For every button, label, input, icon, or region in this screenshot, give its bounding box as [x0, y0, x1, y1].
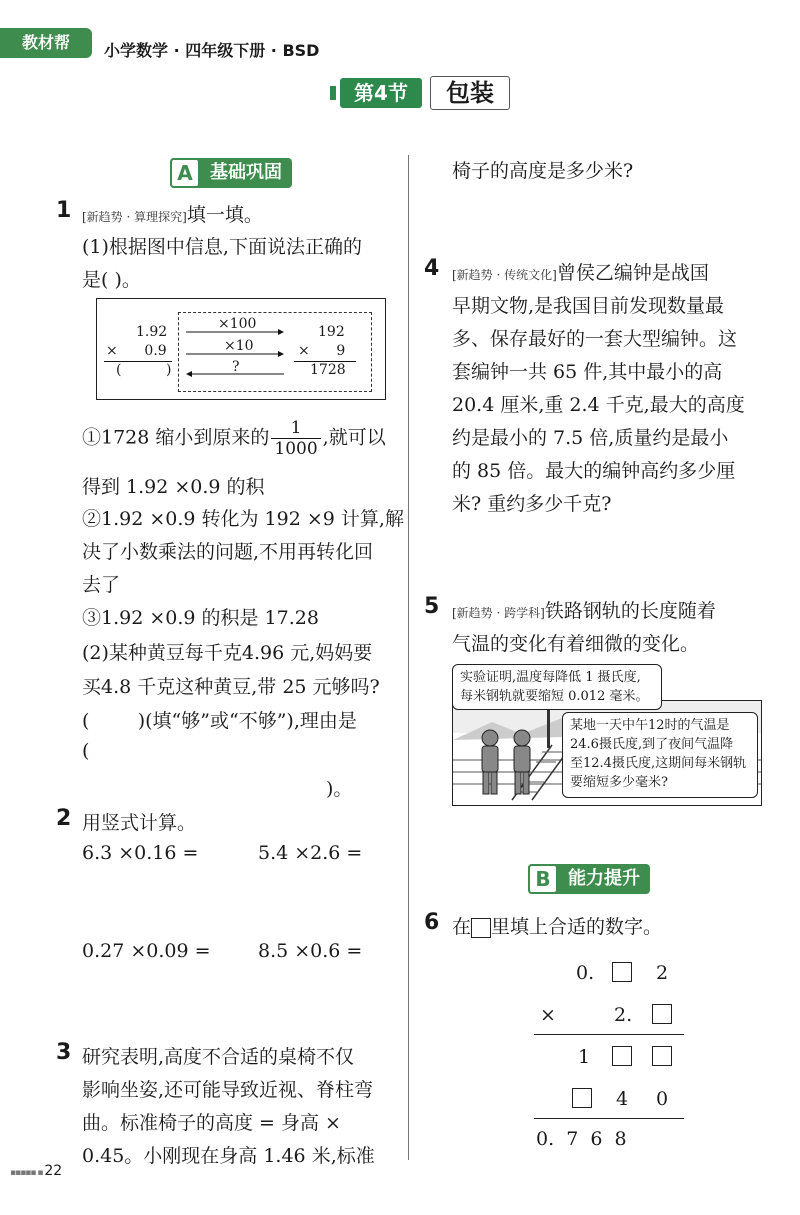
diagram-left-mid: × 0.9	[106, 343, 167, 359]
question-number: 2	[56, 806, 72, 831]
brand-logo: 教材帮	[0, 28, 92, 58]
q1-part-2: 买4.8 千克这种黄豆,带 25 元够吗?	[82, 676, 380, 698]
blank-box[interactable]	[652, 1046, 672, 1066]
q5-text: 气温的变化有着细微的变化。	[452, 633, 700, 655]
q3-text: 曲。标准椅子的高度 = 身高 ×	[82, 1112, 341, 1134]
badge-a-label: 基础巩固	[210, 162, 282, 183]
q4-text: 20.4 厘米,重 2.4 千克,最大的高度	[452, 394, 745, 416]
diagram-left-top: 1.92	[136, 324, 168, 340]
bubble-text: 某地一天中午12时的气温是	[570, 718, 730, 733]
q2-expression: 5.4 ×2.6 =	[258, 842, 363, 864]
bubble-text: 实验证明,温度每降低 1 摄氏度,	[460, 670, 641, 685]
bubble-text: 24.6摄氏度,到了夜间气温降	[570, 737, 734, 752]
blank-box[interactable]	[612, 962, 632, 982]
q1-heading	[82, 200, 263, 227]
question-number: 3	[56, 1040, 72, 1065]
fraction	[271, 418, 320, 459]
q1-text: 是( )。	[82, 269, 141, 291]
q4-heading	[452, 258, 709, 285]
q1-option-1	[82, 418, 386, 459]
arrow-label: ?	[232, 359, 240, 375]
q4-tag: [新趋势 · 传统文化]	[452, 268, 557, 282]
q6-digit: 4	[616, 1088, 629, 1110]
q6-rule	[534, 1034, 684, 1035]
badge-advanced	[528, 864, 650, 894]
page-number	[10, 1163, 62, 1179]
diagram-left-answer: ( )	[116, 362, 172, 378]
column-divider	[408, 155, 409, 1160]
q6-operator: ×	[540, 1004, 556, 1026]
diagram-right-answer: 1728	[310, 362, 346, 378]
fraction-numerator: 1	[271, 418, 320, 439]
badge-basic	[170, 158, 292, 188]
q2-expression: 0.27 ×0.09 =	[82, 940, 211, 962]
q5-text: 铁路钢轨的长度随着	[544, 600, 716, 622]
q1-option-3: ③1.92 ×0.9 的积是 17.28	[82, 607, 319, 629]
arrow-label: ×10	[224, 338, 254, 354]
q6-digit: 0	[656, 1088, 669, 1110]
speech-bubble	[562, 712, 758, 798]
q3-text-cont: 椅子的高度是多少米?	[452, 160, 634, 182]
q5-heading	[452, 596, 716, 623]
q1-part-2: (	[82, 740, 90, 762]
badge-a-letter: A	[170, 158, 200, 188]
page-deco: ▪▪▪▪▪ ▪	[10, 1168, 45, 1178]
badge-b-letter: B	[528, 864, 558, 894]
q1-option-2-cont: 去了	[82, 574, 121, 596]
blank-box[interactable]	[612, 1046, 632, 1066]
section-deco	[330, 86, 336, 100]
diagram-right-mid: × 9	[298, 343, 346, 359]
diagram-right-top: 192	[318, 324, 345, 340]
question-number: 6	[424, 910, 440, 935]
q4-text: 约是最小的 7.5 倍,质量约是最小	[452, 427, 729, 449]
q2-prompt: 用竖式计算。	[82, 812, 197, 834]
fraction-denominator: 1000	[274, 439, 318, 459]
q3-text: 0.45。小刚现在身高 1.46 米,标准	[82, 1145, 375, 1167]
q4-text: 多、保存最好的一套大型编钟。这	[452, 328, 738, 350]
q4-text: 套编钟一共 65 件,其中最小的高	[452, 361, 723, 383]
q1-option-text: ①1728 缩小到原来的	[82, 426, 270, 449]
right-arrow-icon	[186, 350, 284, 358]
question-number: 4	[424, 256, 440, 281]
q6-prompt-text: 在	[452, 916, 472, 938]
q3-text: 影响坐姿,还可能导致近视、脊柱弯	[82, 1079, 374, 1101]
q1-tag: [新趋势 · 算理探究]	[82, 210, 187, 224]
question-number: 5	[424, 594, 440, 619]
q5-tag: [新趋势 · 跨学科]	[452, 606, 545, 620]
section-title: 包装	[430, 76, 510, 110]
q4-text: 早期文物,是我国目前发现数量最	[452, 295, 725, 317]
q4-text: 的 85 倍。最大的编钟高约多少厘	[452, 460, 736, 482]
q6-digit: 0.	[576, 962, 595, 984]
q3-text: 研究表明,高度不合适的桌椅不仅	[82, 1046, 355, 1068]
page-number-value: 22	[44, 1163, 63, 1179]
left-arrow-icon	[186, 370, 284, 378]
blank-box	[471, 918, 491, 938]
badge-b-label: 能力提升	[568, 868, 640, 889]
q1-option-text: ,就可以	[322, 426, 386, 449]
q6-digit: 2.	[614, 1004, 633, 1026]
q6-digit: 1	[578, 1046, 591, 1068]
question-number: 1	[56, 198, 72, 223]
right-arrow-icon	[186, 328, 284, 336]
q1-option-2: ②1.92 ×0.9 转化为 192 ×9 计算,解	[82, 508, 404, 530]
q1-part-2: ( )(填“够”或“不够”),理由是	[82, 710, 357, 732]
q1-text: (1)根据图中信息,下面说法正确的	[82, 236, 362, 258]
q6-prompt-text: 里填上合适的数字。	[491, 916, 663, 938]
q1-option-1-cont: 得到 1.92 ×0.9 的积	[82, 476, 265, 498]
q4-text: 曾侯乙编钟是战国	[556, 262, 709, 284]
q1-part-2: (2)某种黄豆每千克4.96 元,妈妈要	[82, 642, 373, 664]
bubble-text: 要缩短多少毫米?	[570, 775, 668, 790]
book-title: 小学数学 · 四年级下册 · BSD	[104, 41, 320, 60]
q1-prompt: 填一填。	[186, 204, 263, 226]
q6-result: 0. 7 6 8	[536, 1128, 627, 1150]
q6-rule	[534, 1118, 684, 1119]
bubble-text: 每米钢轨就要缩短 0.012 毫米。	[460, 689, 649, 704]
q4-text: 米? 重约多少千克?	[452, 493, 612, 515]
q2-expression: 6.3 ×0.16 =	[82, 842, 199, 864]
q2-expression: 8.5 ×0.6 =	[258, 940, 363, 962]
arrow-label: ×100	[218, 316, 257, 332]
q1-option-2-cont: 决了小数乘法的问题,不用再转化回	[82, 541, 374, 563]
q1-part-2: )。	[326, 778, 353, 800]
blank-box[interactable]	[652, 1004, 672, 1024]
q6-prompt	[452, 912, 662, 939]
bubble-text: 至12.4摄氏度,这期间每米钢轨	[570, 756, 747, 771]
speech-bubble	[452, 664, 662, 710]
blank-box[interactable]	[572, 1088, 592, 1108]
section-number: 第4节	[340, 78, 422, 108]
q6-digit: 2	[656, 962, 669, 984]
